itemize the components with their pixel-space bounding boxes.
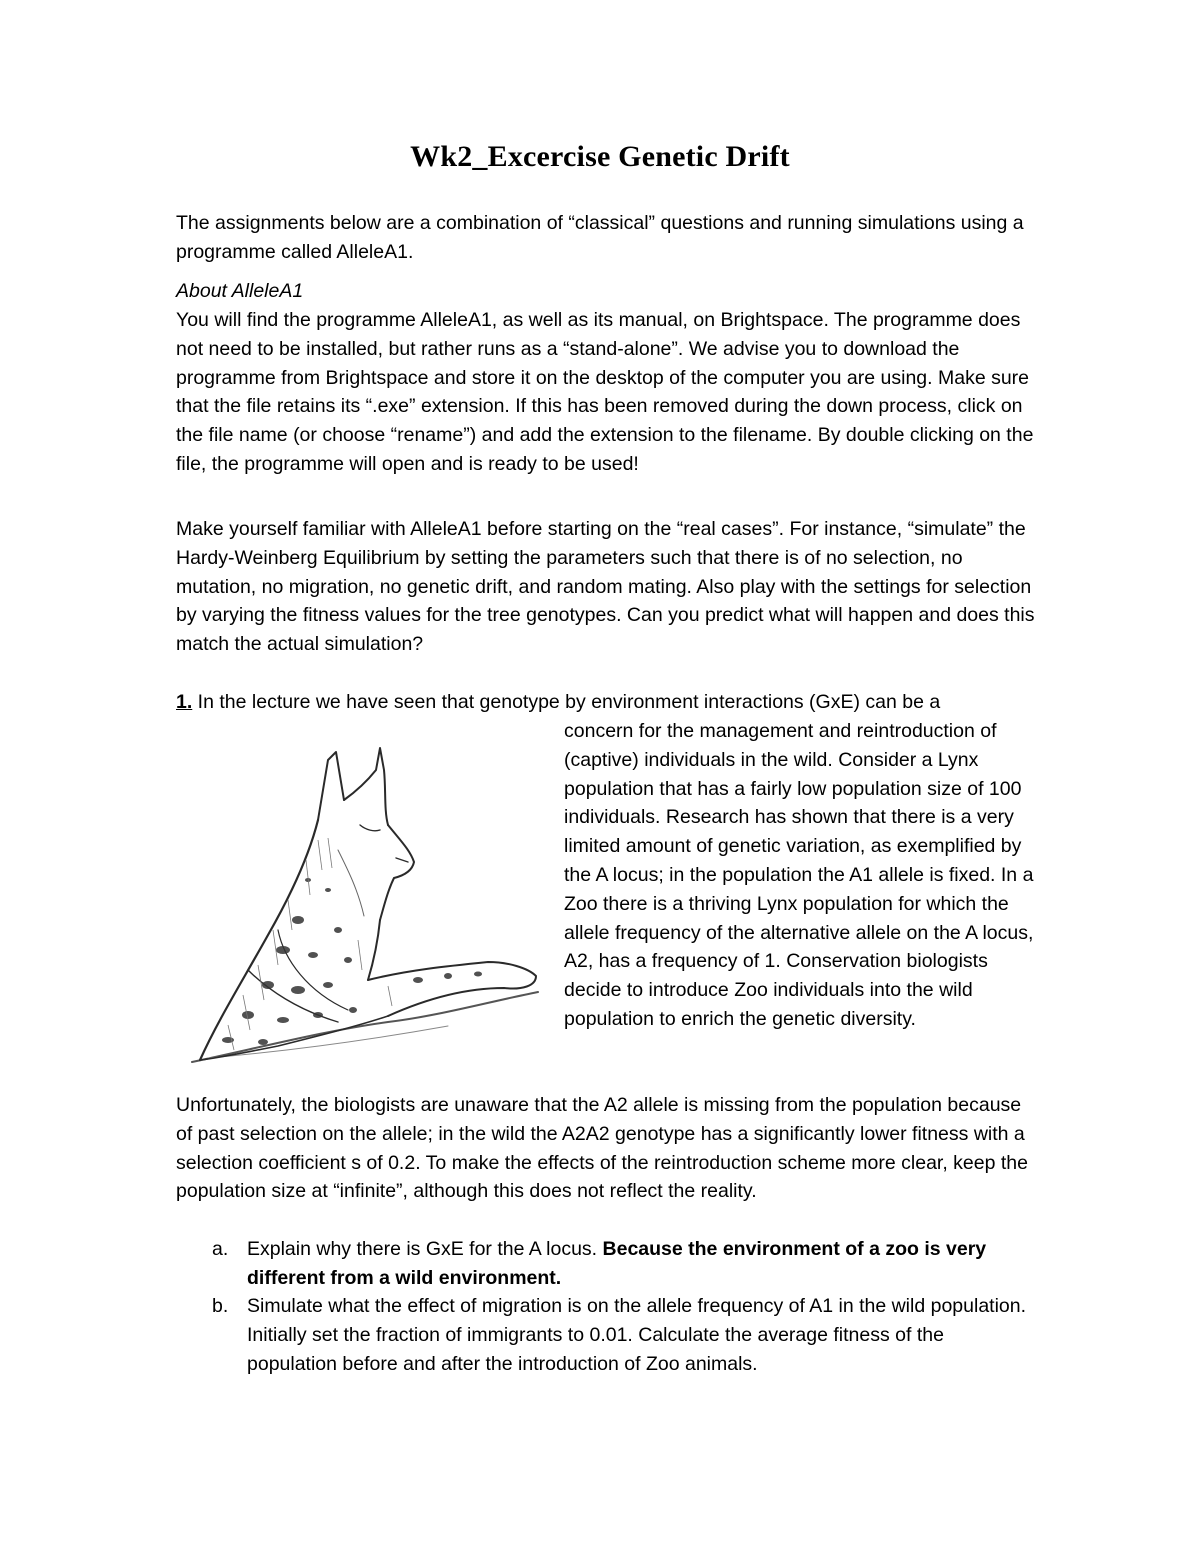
familiar-paragraph: Make yourself familiar with AlleleA1 before starting on the “real cases”. For instance, “simulate” the Hardy-Weinberg Equilibrium by setting the parameters such that there is of no selection, no mutation, no migration, no genetic drift, and random mating. Also play with the settings for selection by varying the fitness values for the tree genotypes. Can you predict what will happen and does this match the actual simulation? xyxy=(176,518,1035,656)
lynx-drawing xyxy=(188,730,544,1070)
answer-a: Because the environment of a zoo is very different from a wild environment. xyxy=(247,1238,987,1289)
list-marker-b: b. xyxy=(212,1295,229,1317)
question-a-text: Explain why there is GxE for the A locus. xyxy=(247,1238,603,1260)
list-text-b xyxy=(247,1292,1037,1378)
question-1-wrap-text: concern for the management and reintroduction of (captive) individuals in the wild. Consider a Lynx population that has a fairly low population size of 100 individuals. Research has shown that there is a very limited amount of genetic variation, as exemplified by the A locus; in the population the A1 allele is fixed. In a Zoo there is a thriving Lynx population for which the allele frequency of the alternative allele on the A locus, A2, has a frequency of 1. Conservation biologists decide to introduce Zoo individuals into the wild population to enrich the genetic diversity. xyxy=(564,720,1034,1030)
list-marker-a: a. xyxy=(212,1238,229,1260)
question-1-intro xyxy=(176,688,1036,717)
question-1-rest: Unfortunately, the biologists are unaware that the A2 allele is missing from the population because of past selection on the allele; in the wild the A2A2 genotype has a significantly lower fitness with a selection coefficient s of 0.2. To make the effects of the reintroduction scheme more clear, keep the population size at “infinite”, although this does not reflect the reality. xyxy=(176,1094,1028,1203)
question-1-first-line: In the lecture we have seen that genotype by environment interactions (GxE) can be a xyxy=(192,691,941,713)
about-paragraph: You will find the programme AlleleA1, as well as its manual, on Brightspace. The programme does not need to be installed, but rather runs as a “stand-alone”. We advise you to download the programme from Brightspace and store it on the desktop of the computer you are using. Make sure that the file retains its “.exe” extension. If this has been removed during the down process, click on the file name (or choose “rename”) and add the extension to the filename. By double clicking on the file, the programme will open and is ready to be used! xyxy=(176,309,1034,475)
intro-paragraph: The assignments below are a combination of “classical” questions and running simulations using a programme called AlleleA1. xyxy=(176,212,1024,263)
document-title: Wk2_Excercise Genetic Drift xyxy=(410,140,790,173)
about-heading: About AlleleA1 xyxy=(176,280,304,302)
question-b-text: Simulate what the effect of migration is on the allele frequency of A1 in the wild population. Initially set the fraction of immigrants to 0.01. Calculate the average fitness of the population before and after the introduction of Zoo animals. xyxy=(247,1295,1027,1375)
list-text-a xyxy=(247,1235,1037,1293)
question-1-number: 1. xyxy=(176,691,193,713)
